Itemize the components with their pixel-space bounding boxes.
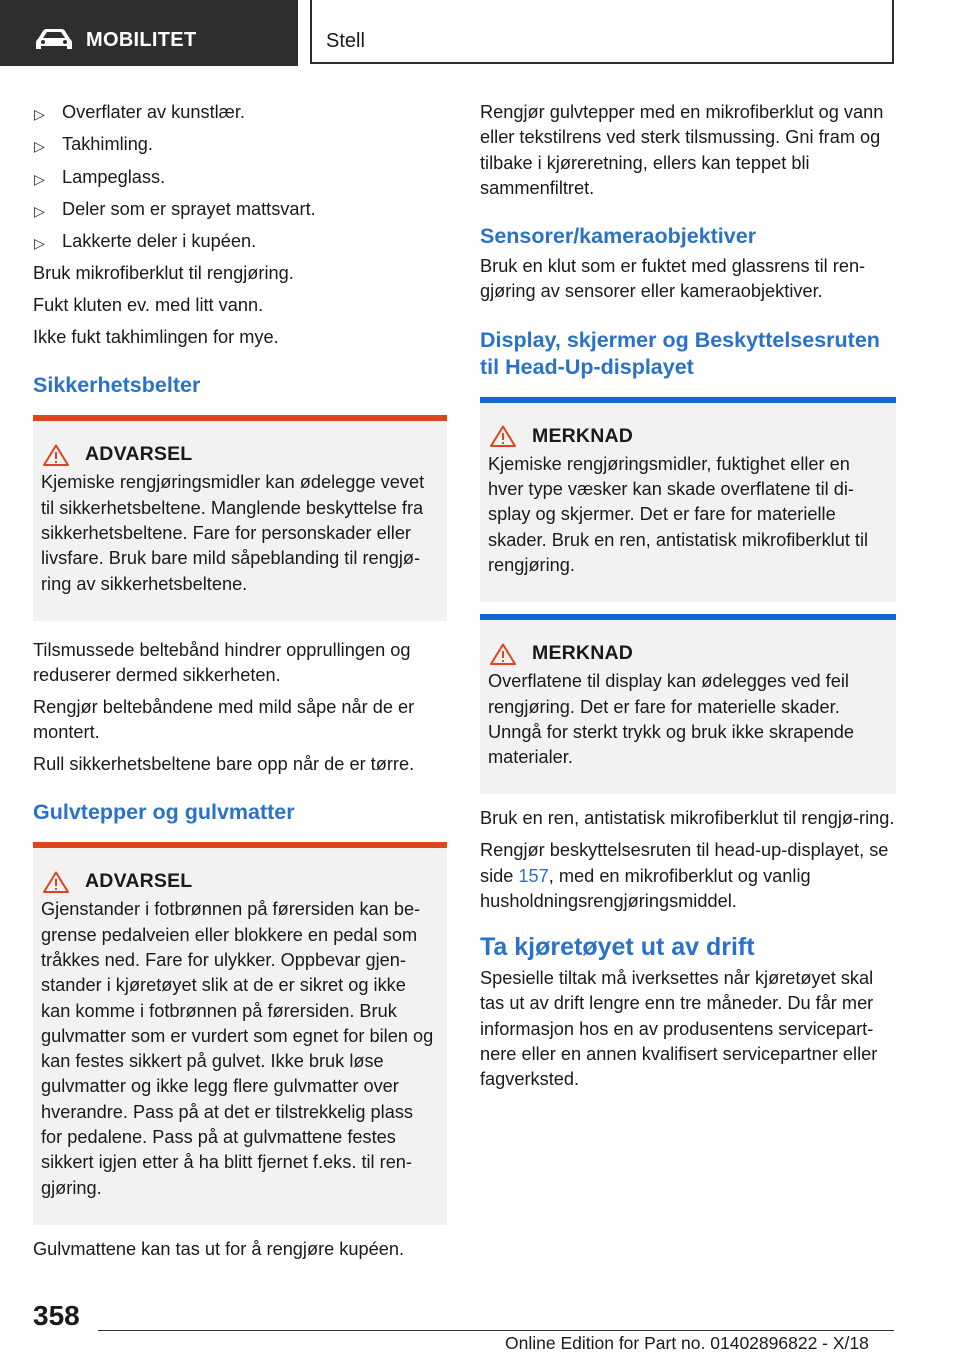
footer-edition: Online Edition for Part no. 01402896822 - X/18 bbox=[505, 1333, 869, 1353]
list-item bbox=[33, 229, 447, 254]
paragraph: Ikke fukt takhimlingen for mye. bbox=[33, 327, 279, 348]
notice-title: MERKNAD bbox=[532, 642, 634, 665]
paragraph: Rull sikkerhetsbeltene bare opp når de er tørre. bbox=[33, 754, 415, 775]
right-column bbox=[480, 100, 896, 1099]
notice-text: Kjemiske rengjøringsmidler, fuktighet eller en hver type væsker kan skade overflatene til di‐splay og skjermer. Det er fare for materielle skader. Bruk en ren, antistatisk mikrofiberklut til rengjøring. bbox=[488, 453, 869, 575]
warning-title: ADVARSEL bbox=[85, 443, 193, 466]
paragraph: Fukt kluten ev. med litt vann. bbox=[33, 295, 264, 316]
page-number: 358 bbox=[33, 1300, 80, 1331]
page-reference-link[interactable]: 157 bbox=[518, 865, 549, 886]
list-item bbox=[33, 100, 447, 125]
notice-box bbox=[480, 614, 896, 794]
triangle-bullet-icon: ▷ bbox=[34, 202, 45, 219]
warning-text: Kjemiske rengjøringsmidler kan ødelegge vevet til sikkerhetsbeltene. Manglende beskyttelse fra sikkerhetsbeltene. Fare for personskader eller livsfare. Bruk bare mild såpeblanding til rengjø‐ring av sikkerhetsbeltene. bbox=[41, 472, 425, 594]
triangle-bullet-icon: ▷ bbox=[34, 170, 45, 187]
list-item-text: Deler som er sprayet mattsvart. bbox=[62, 198, 316, 219]
paragraph: Bruk mikrofiberklut til rengjøring. bbox=[33, 263, 294, 284]
list-item-text: Overflater av kunstlær. bbox=[62, 102, 245, 122]
list-item-text: Takhimling. bbox=[62, 134, 153, 155]
left-column bbox=[33, 100, 447, 1269]
car-icon bbox=[34, 27, 74, 53]
warning-title: ADVARSEL bbox=[85, 870, 193, 893]
paragraph: Rengjør beltebåndene med mild såpe når de er montert. bbox=[33, 696, 415, 743]
paragraph-with-link bbox=[480, 838, 896, 914]
paragraph: Gulvmattene kan tas ut for å rengjøre kupéen. bbox=[33, 1238, 405, 1259]
notice-box bbox=[480, 397, 896, 602]
list-item bbox=[33, 197, 447, 222]
paragraph-text: , med en mikrofiberklut og vanlig husholdningsrengjøringsmiddel. bbox=[480, 865, 811, 911]
chapter-title: Stell bbox=[326, 30, 365, 52]
list-item-text: Lakkerte deler i kupéen. bbox=[62, 231, 257, 252]
paragraph: Bruk en ren, antistatisk mikrofiberklut til rengjø‐ring. bbox=[480, 808, 895, 829]
triangle-bullet-icon: ▷ bbox=[34, 235, 45, 252]
heading-display: Display, skjermer og Beskyttelsesruten til Head-Up-displayet bbox=[480, 327, 880, 379]
footer-divider bbox=[98, 1330, 894, 1331]
heading-seatbelts: Sikkerhetsbelter bbox=[33, 373, 201, 398]
warning-triangle-icon bbox=[43, 871, 69, 893]
section-title: MOBILITET bbox=[86, 29, 197, 51]
list-item-text: Lampeglass. bbox=[62, 166, 166, 187]
warning-box bbox=[33, 842, 447, 1225]
list-item bbox=[33, 132, 447, 157]
warning-text: Gjenstander i fotbrønnen på førersiden kan be‐grense pedalveien eller blokkere en pedal som tråkkes ned. Fare for ulykker. Oppbevar gjen‐stander i kjøretøyet slik at de er sikret og ikke kan komme i fotbrønnen på førersiden. Bruk gulvmatter som er vurdert som egnet for bilen og kan festes sikkert på gulvet. Ikke bruk løse gulvmatter og ikke legg flere gulvmatter over hverandre. Pass på at det er tilstrekkelig plass for pedalene. Pass på at gulvmattene festes sikkert igjen etter å ha blitt fjernet f.eks. til ren‐gjøring. bbox=[41, 899, 434, 1198]
warning-triangle-icon bbox=[43, 444, 69, 466]
notice-text: Overflatene til display kan ødelegges ved feil rengjøring. Det er fare for materielle skader. Unngå for sterkt trykk og bruk ikke skrapende materialer. bbox=[488, 671, 854, 768]
heading-sensors: Sensorer/kameraobjektiver bbox=[480, 224, 757, 249]
paragraph-text: Rengjør beskyttelsesruten til head-up-displayet, se side bbox=[480, 840, 889, 886]
list-item bbox=[33, 165, 447, 190]
paragraph: Bruk en klut som er fuktet med glassrens til ren‐gjøring av sensorer eller kameraobjektiver. bbox=[480, 256, 866, 302]
heading-decommission: Ta kjøretøyet ut av drift bbox=[480, 933, 755, 962]
header-section-tab bbox=[0, 0, 298, 66]
warning-triangle-icon bbox=[490, 643, 516, 665]
triangle-bullet-icon: ▷ bbox=[34, 106, 45, 122]
triangle-bullet-icon: ▷ bbox=[34, 138, 45, 155]
notice-title: MERKNAD bbox=[532, 424, 634, 447]
paragraph: Tilsmussede beltebånd hindrer opprullingen og reduserer dermed sikkerheten. bbox=[33, 639, 411, 686]
heading-floor-mats: Gulvtepper og gulvmatter bbox=[33, 800, 295, 825]
warning-triangle-icon bbox=[490, 425, 516, 447]
paragraph: Rengjør gulvtepper med en mikrofiberklut og vann eller tekstilrens ved sterk tilsmussing. Gni fram og tilbake i kjøreretning, ellers kan teppet bli sammenfiltret. bbox=[480, 102, 884, 198]
warning-box bbox=[33, 415, 447, 620]
chapter-box bbox=[310, 0, 894, 64]
paragraph: Spesielle tiltak må iverksettes når kjøretøyet skal tas ut av drift lengre enn tre måneder. Du får mer informasjon hos en av produsentens servicepart‐nere eller en annen kvalifisert servicepartner eller fagverksted. bbox=[480, 968, 878, 1090]
